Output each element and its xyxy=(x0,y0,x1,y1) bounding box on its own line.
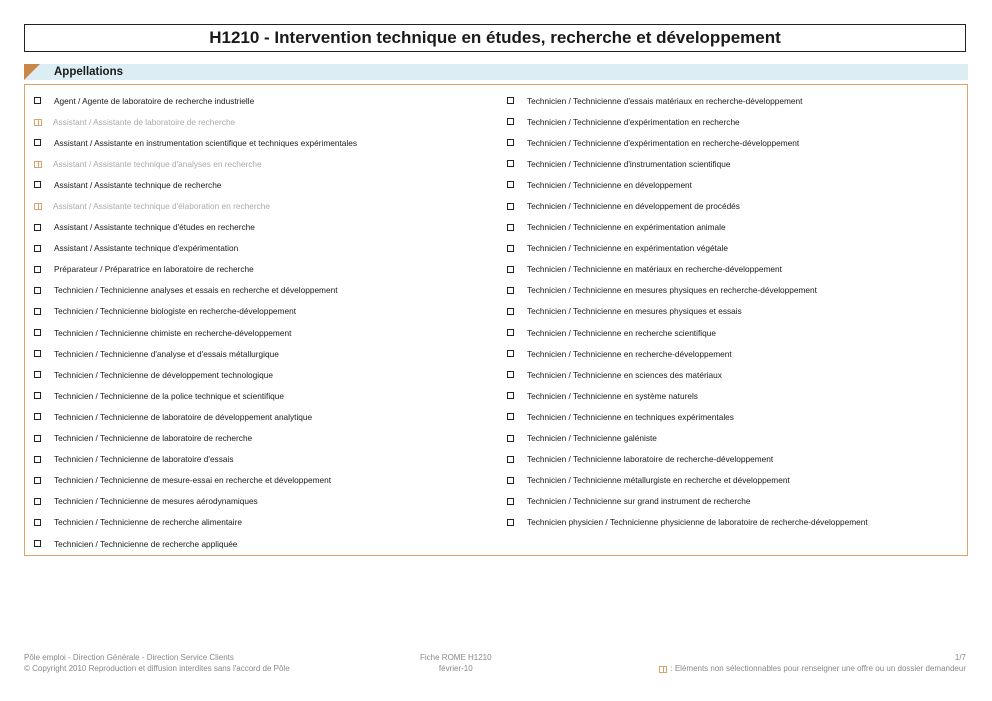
checkbox-icon[interactable] xyxy=(34,477,41,484)
checkbox-icon[interactable] xyxy=(507,350,514,357)
footer-legend xyxy=(659,652,966,674)
appellation-label: Assistant / Assistante technique d'études en recherche xyxy=(54,222,255,233)
appellation-label: Technicien / Technicienne en matériaux en recherche-développement xyxy=(527,264,782,275)
appellation-item[interactable] xyxy=(507,364,868,385)
appellation-label: Technicien physicien / Technicienne physicienne de laboratoire de recherche-développement xyxy=(527,517,868,528)
section-title: Appellations xyxy=(54,66,124,78)
appellation-item[interactable] xyxy=(507,301,868,322)
checkbox-icon[interactable] xyxy=(34,308,41,315)
checkbox-icon[interactable] xyxy=(507,139,514,146)
appellation-label: Technicien / Technicienne de mesure-essai en recherche et développement xyxy=(54,475,332,486)
checkbox-icon[interactable] xyxy=(507,224,514,231)
checkbox-icon[interactable] xyxy=(34,97,41,104)
checkbox-icon[interactable] xyxy=(507,435,514,442)
appellation-label: Technicien / Technicienne en mesures physiques en recherche-développement xyxy=(527,285,817,296)
appellation-item[interactable] xyxy=(507,406,868,427)
appellation-label: Technicien / Technicienne en système naturels xyxy=(527,390,698,401)
appellation-label: Technicien / Technicienne chimiste en recherche-développement xyxy=(54,327,292,338)
book-icon xyxy=(659,666,667,672)
checkbox-icon[interactable] xyxy=(34,392,41,399)
appellation-item[interactable] xyxy=(34,491,357,512)
appellation-item[interactable] xyxy=(34,428,357,449)
appellation-item[interactable] xyxy=(507,385,868,406)
checkbox-icon[interactable] xyxy=(507,308,514,315)
appellation-label: Technicien / Technicienne analyses et essais en recherche et développement xyxy=(54,285,338,296)
appellation-item xyxy=(34,195,357,216)
appellation-item[interactable] xyxy=(34,512,357,533)
appellation-label: Technicien / Technicienne d'analyse et d'essais métallurgique xyxy=(54,348,279,359)
checkbox-icon[interactable] xyxy=(507,245,514,252)
appellation-item[interactable] xyxy=(34,259,357,280)
appellation-item[interactable] xyxy=(34,533,357,554)
appellation-item[interactable] xyxy=(507,153,868,174)
appellation-item[interactable] xyxy=(507,322,868,343)
appellation-item[interactable] xyxy=(34,132,357,153)
checkbox-icon[interactable] xyxy=(507,203,514,210)
checkbox-icon[interactable] xyxy=(507,181,514,188)
checkbox-icon[interactable] xyxy=(34,224,41,231)
appellation-item[interactable] xyxy=(507,132,868,153)
appellation-label: Technicien / Technicienne d'expérimentation en recherche-développement xyxy=(527,137,800,148)
book-icon xyxy=(34,161,42,167)
appellations-column-right xyxy=(507,90,868,533)
appellation-label: Technicien / Technicienne de recherche appliquée xyxy=(54,538,238,549)
appellation-label: Assistant / Assistante en instrumentation scientifique et techniques expérimentales xyxy=(54,137,358,148)
checkbox-icon[interactable] xyxy=(34,329,41,336)
appellation-item[interactable] xyxy=(34,322,357,343)
appellation-label: Technicien / Technicienne en expérimentation végétale xyxy=(527,243,728,254)
checkbox-icon[interactable] xyxy=(34,245,41,252)
footer-fiche xyxy=(420,652,492,674)
appellation-label: Technicien / Technicienne de laboratoire de développement analytique xyxy=(54,411,313,422)
appellation-item[interactable] xyxy=(507,428,868,449)
checkbox-icon[interactable] xyxy=(507,371,514,378)
appellation-label: Technicien / Technicienne de la police technique et scientifique xyxy=(54,390,285,401)
checkbox-icon[interactable] xyxy=(34,287,41,294)
checkbox-icon[interactable] xyxy=(507,118,514,125)
appellation-label: Technicien / Technicienne de développement technologique xyxy=(54,369,273,380)
book-icon xyxy=(34,203,42,209)
appellation-item[interactable] xyxy=(34,174,357,195)
appellation-item[interactable] xyxy=(507,90,868,111)
footer-org-line1: Pôle emploi - Direction Générale - Direction Service Clients xyxy=(24,653,234,662)
appellation-label: Assistant / Assistante de laboratoire de recherche xyxy=(53,116,236,127)
appellation-label: Technicien / Technicienne en techniques expérimentales xyxy=(527,411,734,422)
footer-org-line2: © Copyright 2010 Reproduction et diffusion interdites sans l'accord de Pôle xyxy=(24,664,290,673)
footer-fiche-line2: février-10 xyxy=(438,664,473,673)
checkbox-icon[interactable] xyxy=(507,413,514,420)
appellation-item[interactable] xyxy=(34,470,357,491)
appellation-label: Technicien / Technicienne laboratoire de recherche-développement xyxy=(527,454,774,465)
appellation-item[interactable] xyxy=(507,195,868,216)
appellation-label: Préparateur / Préparatrice en laboratoire de recherche xyxy=(54,264,254,275)
page-title: H1210 - Intervention technique en études, recherche et développement xyxy=(24,24,966,52)
appellation-item[interactable] xyxy=(34,343,357,364)
appellation-label: Technicien / Technicienne d'instrumentation scientifique xyxy=(527,158,731,169)
appellation-label: Assistant / Assistante technique de recherche xyxy=(54,179,222,190)
appellation-label: Assistant / Assistante technique d'expérimentation xyxy=(54,243,239,254)
appellation-label: Technicien / Technicienne de laboratoire d'essais xyxy=(54,454,234,465)
checkbox-icon[interactable] xyxy=(34,435,41,442)
appellation-label: Technicien / Technicienne en sciences des matériaux xyxy=(527,369,722,380)
appellation-label: Assistant / Assistante technique d'analyses en recherche xyxy=(53,158,262,169)
section-header xyxy=(24,64,968,80)
book-icon xyxy=(34,119,42,125)
checkbox-icon[interactable] xyxy=(34,456,41,463)
appellation-label: Technicien / Technicienne sur grand instrument de recherche xyxy=(527,496,751,507)
checkbox-icon[interactable] xyxy=(507,329,514,336)
appellation-item[interactable] xyxy=(34,238,357,259)
appellation-item[interactable] xyxy=(507,259,868,280)
footer-fiche-line1: Fiche ROME H1210 xyxy=(420,653,492,662)
checkbox-icon[interactable] xyxy=(34,139,41,146)
appellations-column-left xyxy=(34,90,357,554)
appellation-label: Technicien / Technicienne d'essais matériaux en recherche-développement xyxy=(527,95,803,106)
checkbox-icon[interactable] xyxy=(34,371,41,378)
appellation-item[interactable] xyxy=(34,364,357,385)
appellation-item[interactable] xyxy=(34,280,357,301)
checkbox-icon[interactable] xyxy=(507,392,514,399)
appellation-label: Agent / Agente de laboratoire de recherche industrielle xyxy=(54,95,255,106)
appellation-item[interactable] xyxy=(507,343,868,364)
checkbox-icon[interactable] xyxy=(507,97,514,104)
appellation-item[interactable] xyxy=(507,280,868,301)
appellation-item[interactable] xyxy=(34,385,357,406)
checkbox-icon[interactable] xyxy=(34,519,41,526)
checkbox-icon[interactable] xyxy=(34,181,41,188)
legend-text: : Eléments non sélectionnables pour renseigner une offre ou un dossier demandeur xyxy=(670,664,966,673)
appellation-item[interactable] xyxy=(34,406,357,427)
appellation-item xyxy=(34,153,357,174)
checkbox-icon[interactable] xyxy=(507,477,514,484)
checkbox-icon[interactable] xyxy=(507,456,514,463)
appellation-label: Technicien / Technicienne en expérimentation animale xyxy=(527,222,726,233)
appellation-label: Technicien / Technicienne biologiste en recherche-développement xyxy=(54,306,296,317)
appellation-item[interactable] xyxy=(507,174,868,195)
checkbox-icon[interactable] xyxy=(34,540,41,547)
legend-line xyxy=(659,663,966,674)
appellation-label: Technicien / Technicienne de laboratoire de recherche xyxy=(54,433,253,444)
checkbox-icon[interactable] xyxy=(34,350,41,357)
appellation-label: Technicien / Technicienne en développement de procédés xyxy=(527,201,740,212)
checkbox-icon[interactable] xyxy=(34,498,41,505)
appellation-item[interactable] xyxy=(507,491,868,512)
appellation-item[interactable] xyxy=(507,512,868,533)
appellation-item[interactable] xyxy=(507,449,868,470)
checkbox-icon[interactable] xyxy=(507,266,514,273)
appellation-item[interactable] xyxy=(34,449,357,470)
checkbox-icon[interactable] xyxy=(507,519,514,526)
checkbox-icon[interactable] xyxy=(507,498,514,505)
appellation-label: Technicien / Technicienne en mesures physiques et essais xyxy=(527,306,742,317)
appellation-label: Technicien / Technicienne en recherche-développement xyxy=(527,348,732,359)
checkbox-icon[interactable] xyxy=(507,287,514,294)
appellation-item[interactable] xyxy=(507,238,868,259)
triangle-icon xyxy=(24,64,40,80)
appellation-item[interactable] xyxy=(34,217,357,238)
appellation-label: Technicien / Technicienne en recherche scientifique xyxy=(527,327,716,338)
appellation-label: Technicien / Technicienne d'expérimentation en recherche xyxy=(527,116,740,127)
appellation-item[interactable] xyxy=(34,90,357,111)
appellation-item[interactable] xyxy=(507,111,868,132)
appellation-item xyxy=(34,111,357,132)
appellation-item[interactable] xyxy=(34,301,357,322)
appellation-label: Assistant / Assistante technique d'élaboration en recherche xyxy=(53,201,270,212)
checkbox-icon[interactable] xyxy=(34,413,41,420)
appellation-label: Technicien / Technicienne de recherche alimentaire xyxy=(54,517,243,528)
appellation-label: Technicien / Technicienne galéniste xyxy=(527,433,657,444)
appellation-label: Technicien / Technicienne en développement xyxy=(527,179,692,190)
appellations-list xyxy=(24,84,968,556)
appellation-label: Technicien / Technicienne de mesures aérodynamiques xyxy=(54,496,258,507)
page-number: 1/7 xyxy=(954,653,966,662)
checkbox-icon[interactable] xyxy=(34,266,41,273)
appellation-item[interactable] xyxy=(507,217,868,238)
footer-organization xyxy=(24,652,290,674)
appellation-item[interactable] xyxy=(507,470,868,491)
checkbox-icon[interactable] xyxy=(507,160,514,167)
appellation-label: Technicien / Technicienne métallurgiste en recherche et développement xyxy=(527,475,790,486)
